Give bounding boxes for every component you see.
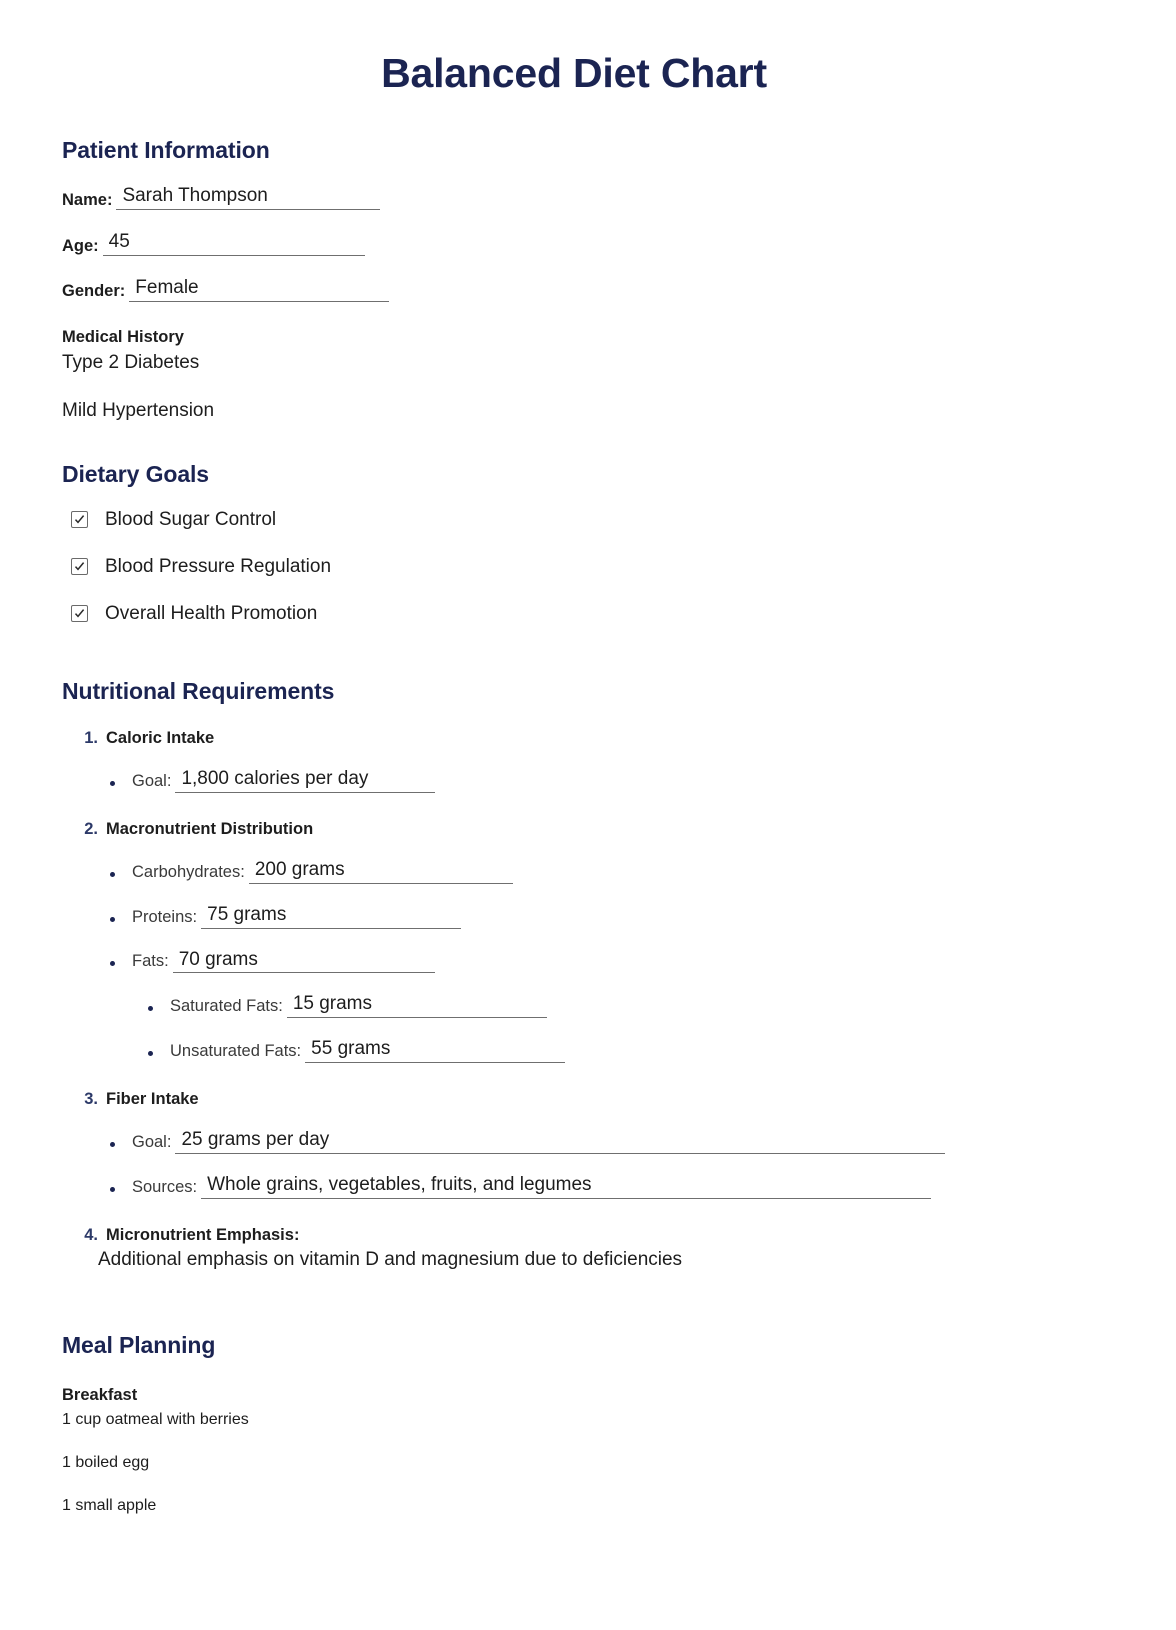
requirement-item-macronutrient-distribution xyxy=(62,820,1114,1063)
checkbox-row-blood-pressure-regulation[interactable] xyxy=(62,557,1114,576)
nutritional-requirements-list xyxy=(62,729,1114,1272)
bullet-dot-icon xyxy=(110,1187,115,1192)
checkbox-row-blood-sugar-control[interactable] xyxy=(62,510,1114,529)
carbohydrates-label: Carbohydrates: xyxy=(132,862,245,881)
bullet-dot-icon xyxy=(110,917,115,922)
fiber-goal-input[interactable]: 25 grams per day xyxy=(175,1129,945,1154)
unsaturated-fats-label: Unsaturated Fats: xyxy=(170,1042,302,1061)
gender-label: Gender: xyxy=(62,282,126,301)
fiber-sources-label: Sources: xyxy=(132,1177,198,1196)
fiber-sources-input[interactable]: Whole grains, vegetables, fruits, and legumes xyxy=(201,1174,931,1199)
list-number: 1. xyxy=(84,729,98,748)
saturated-fats-input[interactable]: 15 grams xyxy=(287,993,547,1018)
fats-label: Fats: xyxy=(132,952,169,971)
unsaturated-fats-input[interactable]: 55 grams xyxy=(305,1038,565,1063)
bullet-dot-icon xyxy=(110,781,115,786)
field-row-age xyxy=(62,231,1114,256)
checkbox-checked-icon[interactable] xyxy=(71,558,88,575)
dietary-goals-list xyxy=(62,510,1114,623)
section-heading-meal-planning: Meal Planning xyxy=(62,1331,216,1358)
requirement-title: Caloric Intake xyxy=(106,729,215,748)
meal-item[interactable]: 1 cup oatmeal with berries xyxy=(62,1410,249,1428)
name-label: Name: xyxy=(62,190,113,209)
bullet-row-carbohydrates xyxy=(62,859,1114,884)
list-number: 4. xyxy=(84,1225,98,1244)
section-heading-patient-information: Patient Information xyxy=(62,137,270,163)
requirement-heading xyxy=(62,820,1114,839)
section-heading-nutritional-requirements: Nutritional Requirements xyxy=(62,678,335,705)
requirement-heading xyxy=(62,1226,1114,1245)
meal-item[interactable]: 1 boiled egg xyxy=(62,1453,150,1471)
list-number: 2. xyxy=(84,819,98,838)
requirement-item-caloric-intake xyxy=(62,729,1114,793)
bullet-row-unsaturated-fats xyxy=(62,1038,1114,1063)
micronutrient-emphasis-text[interactable]: Additional emphasis on vitamin D and magnesium due to deficiencies xyxy=(98,1248,683,1270)
section-heading-dietary-goals: Dietary Goals xyxy=(62,461,209,488)
gender-input[interactable]: Female xyxy=(129,277,389,302)
bullet-dot-icon xyxy=(148,1006,153,1011)
bullet-dot-icon xyxy=(110,872,115,877)
requirement-title: Macronutrient Distribution xyxy=(106,819,314,838)
fiber-goal-label: Goal: xyxy=(132,1132,172,1151)
requirement-title: Micronutrient Emphasis: xyxy=(106,1225,300,1244)
age-label: Age: xyxy=(62,236,99,255)
bullet-row-fiber-sources xyxy=(62,1174,1114,1199)
checkbox-label: Blood Sugar Control xyxy=(105,509,277,531)
carbohydrates-input[interactable]: 200 grams xyxy=(249,859,513,884)
bullet-row-caloric-goal xyxy=(62,768,1114,793)
name-input[interactable]: Sarah Thompson xyxy=(116,185,380,210)
proteins-input[interactable]: 75 grams xyxy=(201,904,461,929)
saturated-fats-label: Saturated Fats: xyxy=(170,997,283,1016)
medical-history-item[interactable]: Type 2 Diabetes xyxy=(62,351,200,373)
field-row-name xyxy=(62,185,1114,210)
checkbox-label: Blood Pressure Regulation xyxy=(105,556,332,578)
bullet-row-fats xyxy=(62,949,1114,974)
age-input[interactable]: 45 xyxy=(103,231,365,256)
caloric-goal-label: Goal: xyxy=(132,771,172,790)
requirement-heading xyxy=(62,729,1114,748)
bullet-dot-icon xyxy=(110,961,115,966)
meal-name-breakfast: Breakfast xyxy=(62,1385,138,1404)
bullet-row-proteins xyxy=(62,904,1114,929)
field-row-gender xyxy=(62,277,1114,302)
page-title: Balanced Diet Chart xyxy=(381,50,767,96)
requirement-item-micronutrient-emphasis xyxy=(62,1226,1114,1272)
bullet-row-fiber-goal xyxy=(62,1129,1114,1154)
checkbox-checked-icon[interactable] xyxy=(71,605,88,622)
checkbox-label: Overall Health Promotion xyxy=(105,603,318,625)
caloric-goal-input[interactable]: 1,800 calories per day xyxy=(175,768,435,793)
medical-history-label: Medical History xyxy=(62,327,184,346)
list-number: 3. xyxy=(84,1090,98,1109)
checkbox-row-overall-health-promotion[interactable] xyxy=(62,604,1114,623)
medical-history-item[interactable]: Mild Hypertension xyxy=(62,400,215,422)
bullet-dot-icon xyxy=(148,1051,153,1056)
fats-input[interactable]: 70 grams xyxy=(173,949,435,974)
bullet-dot-icon xyxy=(110,1142,115,1147)
bullet-row-saturated-fats xyxy=(62,993,1114,1018)
meal-item[interactable]: 1 small apple xyxy=(62,1496,157,1514)
requirement-heading xyxy=(62,1090,1114,1109)
requirement-title: Fiber Intake xyxy=(106,1090,199,1109)
checkbox-checked-icon[interactable] xyxy=(71,511,88,528)
requirement-item-fiber-intake xyxy=(62,1090,1114,1199)
proteins-label: Proteins: xyxy=(132,907,198,926)
